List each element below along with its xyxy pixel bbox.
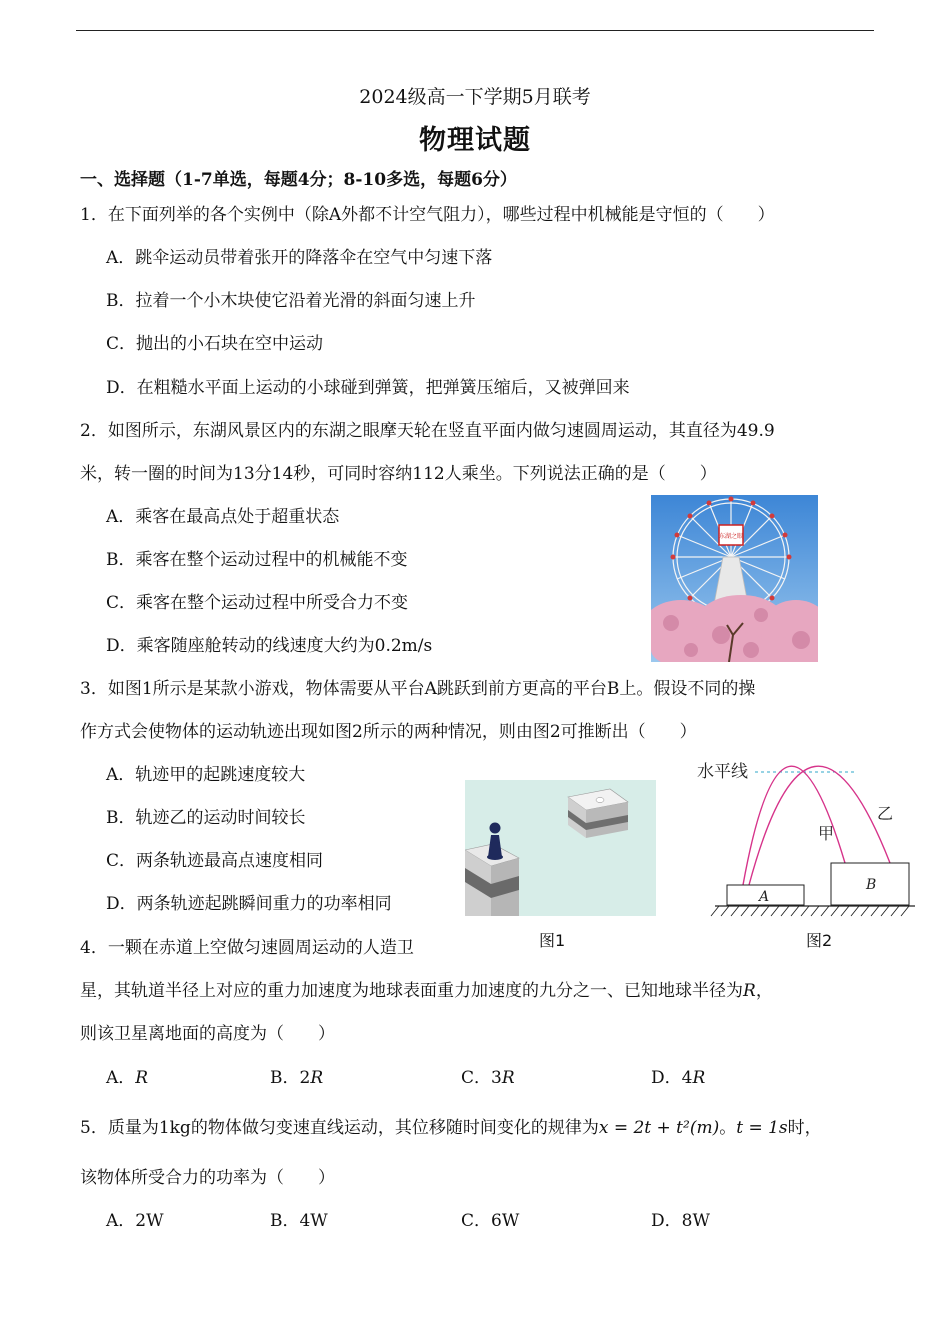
q5-formula: x = 2t + t²(m) xyxy=(598,1118,720,1138)
q5-option-d: D．8W xyxy=(651,1211,710,1231)
q4-option-c xyxy=(461,1066,515,1090)
q4-option-c-var: R xyxy=(501,1068,515,1088)
q4-option-d-prefix: D． xyxy=(651,1068,682,1088)
q3-option-d: D．两条轨迹起跳瞬间重力的功率相同 xyxy=(106,894,392,914)
q3-stem-line2: 作方式会使物体的运动轨迹出现如图2所示的两种情况，则由图2可推断出（ ） xyxy=(80,722,697,742)
q5-stem-period: 。 xyxy=(719,1118,737,1138)
q3-stem-line1: 3．如图1所示是某款小游戏，物体需要从平台A跳跃到前方更高的平台B上。假设不同的操 xyxy=(80,679,756,699)
q5-option-a: A．2W xyxy=(106,1211,164,1231)
ferris-wheel-photo xyxy=(651,495,818,662)
q4-option-a-prefix: A． xyxy=(106,1068,136,1088)
q3-option-a: A．轨迹甲的起跳速度较大 xyxy=(106,765,306,785)
q4-stem-line2-comma: ， xyxy=(755,981,773,1001)
top-rule xyxy=(76,30,874,31)
q2-option-b: B．乘客在整个运动过程中的机械能不变 xyxy=(106,550,408,570)
yi-label: 乙 xyxy=(877,804,894,823)
q1-option-a: A．跳伞运动员带着张开的降落伞在空气中匀速下落 xyxy=(106,248,493,268)
q5-option-b: B．4W xyxy=(270,1211,328,1231)
q4-var-r: R xyxy=(743,981,756,1001)
q1-option-c: C．抛出的小石块在空中运动 xyxy=(106,334,324,354)
figure-2-trajectories xyxy=(695,755,920,925)
horizontal-line-label: 水平线 xyxy=(697,762,748,782)
q4-option-d-coef: 4 xyxy=(681,1068,693,1088)
q4-option-a-var: R xyxy=(135,1068,149,1088)
q2-stem-line1: 2．如图所示，东湖风景区内的东湖之眼摩天轮在竖直平面内做匀速圆周运动，其直径为49.9 xyxy=(80,421,775,441)
q5-option-c: C．6W xyxy=(461,1211,520,1231)
q5-stem-line2: 该物体所受合力的功率为（ ） xyxy=(80,1168,335,1188)
figure-1-caption: 图1 xyxy=(539,931,566,950)
q4-option-b-var: R xyxy=(310,1068,324,1088)
ferris-wheel-sign: 东湖之眼 xyxy=(718,533,744,540)
q4-option-c-prefix: C． xyxy=(461,1068,492,1088)
q5-stem-text: 5．质量为1kg的物体做匀变速直线运动，其位移随时间变化的规律为 xyxy=(80,1118,599,1138)
q4-stem-line2-text: 星，其轨道半径上对应的重力加速度为地球表面重力加速度的九分之一、已知地球半径为 xyxy=(80,981,743,1001)
jia-label: 甲 xyxy=(818,824,835,843)
q4-stem-line2 xyxy=(80,979,773,1003)
platform-a-label: A xyxy=(759,889,770,905)
q2-option-a: A．乘客在最高点处于超重状态 xyxy=(106,507,340,527)
q4-option-b-coef: 2 xyxy=(299,1068,311,1088)
section-title: 一、选择题（1-7单选，每题4分；8-10多选，每题6分） xyxy=(80,170,517,190)
q1-option-b: B．拉着一个小木块使它沿着光滑的斜面匀速上升 xyxy=(106,291,476,311)
q3-option-b: B．轨迹乙的运动时间较长 xyxy=(106,808,306,828)
q4-stem-line3: 则该卫星离地面的高度为（ ） xyxy=(80,1024,335,1044)
q4-stem-line1: 4．一颗在赤道上空做匀速圆周运动的人造卫 xyxy=(80,938,414,958)
q2-option-d: D．乘客随座舱转动的线速度大约为0.2m/s xyxy=(106,636,433,656)
q1-option-d: D．在粗糙水平面上运动的小球碰到弹簧，把弹簧压缩后，又被弹回来 xyxy=(106,378,630,398)
q5-stem-when: 时， xyxy=(787,1118,822,1138)
q3-option-c: C．两条轨迹最高点速度相同 xyxy=(106,851,324,871)
platform-b-label: B xyxy=(866,877,877,893)
q4-option-c-coef: 3 xyxy=(491,1068,502,1088)
q1-stem: 1．在下面列举的各个实例中（除A外都不计空气阻力），哪些过程中机械能是守恒的（ ） xyxy=(80,205,775,225)
q4-option-d xyxy=(651,1066,705,1090)
q2-option-c: C．乘客在整个运动过程中所受合力不变 xyxy=(106,593,409,613)
figure-1-game xyxy=(465,780,656,916)
q5-time-condition: t = 1s xyxy=(736,1118,788,1138)
exam-subtitle: 2024级高一下学期5月联考 xyxy=(359,86,591,108)
ground-hatching xyxy=(711,906,909,916)
q2-stem-line2: 米，转一圈的时间为13分14秒，可同时容纳112人乘坐。下列说法正确的是（ ） xyxy=(80,464,717,484)
exam-title: 物理试题 xyxy=(419,125,531,156)
figure-2-caption: 图2 xyxy=(806,931,833,950)
q4-option-b xyxy=(270,1066,323,1090)
q4-option-b-prefix: B． xyxy=(270,1068,300,1088)
q4-option-d-var: R xyxy=(692,1068,706,1088)
q4-option-a xyxy=(106,1066,148,1090)
q5-stem-line1 xyxy=(80,1116,822,1140)
